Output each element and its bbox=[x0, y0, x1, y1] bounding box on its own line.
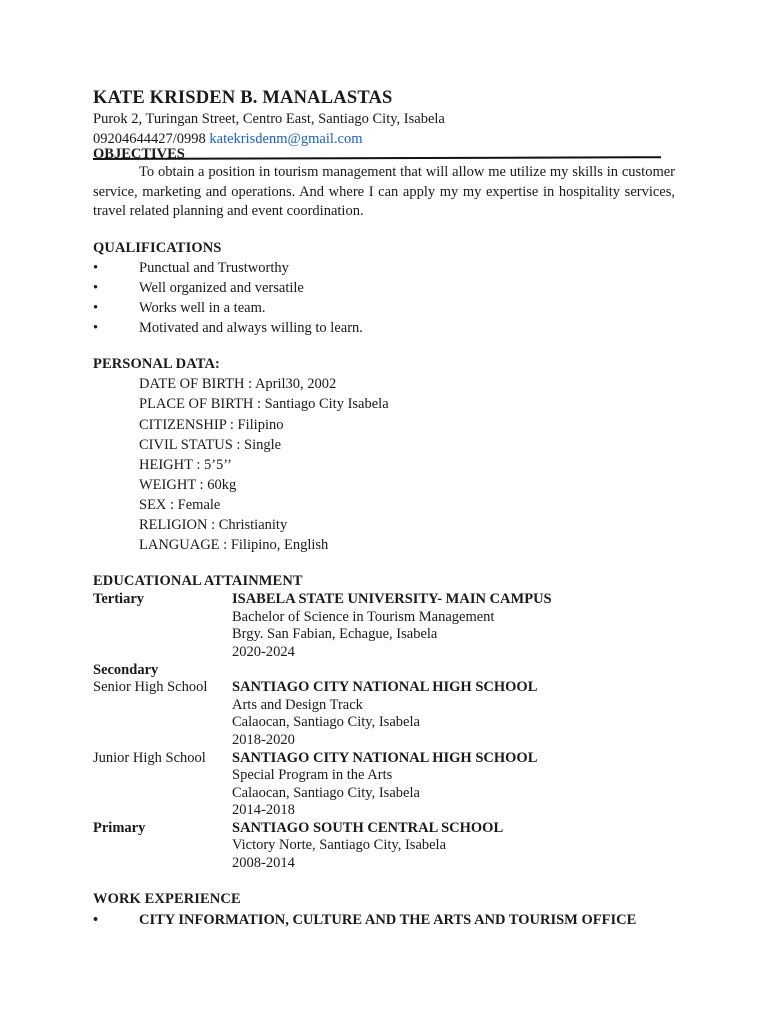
school-address: Brgy. San Fabian, Echague, Isabela bbox=[232, 626, 438, 643]
school-years: 2020-2024 bbox=[232, 643, 295, 660]
objectives-text: To obtain a position in tourism management that will allow me utilize my skills in customer service, marketing and operations. And where I can apply my my expertise in hospitality services, travel related planning and event coordination. bbox=[93, 164, 675, 219]
education-details bbox=[232, 820, 503, 873]
personal-data-item: RELIGION : Christianity bbox=[139, 516, 288, 533]
qualifications-list bbox=[93, 258, 675, 339]
personal-data-item: PLACE OF BIRTH : Santiago City Isabela bbox=[139, 396, 389, 413]
header-divider bbox=[93, 156, 661, 160]
objectives-heading: OBJECTIVES bbox=[93, 146, 185, 162]
program-name: Bachelor of Science in Tourism Management bbox=[232, 608, 495, 625]
spacer bbox=[93, 873, 675, 889]
school-address: Calaocan, Santiago City, Isabela bbox=[232, 784, 420, 801]
education-sublevel-label: Senior High School bbox=[93, 679, 208, 696]
spacer bbox=[93, 555, 675, 571]
work-experience-heading: WORK EXPERIENCE bbox=[93, 890, 241, 907]
school-years: 2014-2018 bbox=[232, 802, 295, 819]
spacer bbox=[93, 222, 675, 238]
personal-data-item: HEIGHT : 5’5’’ bbox=[139, 456, 232, 473]
school-name: SANTIAGO CITY NATIONAL HIGH SCHOOL bbox=[232, 749, 538, 766]
program-name: Arts and Design Track bbox=[232, 696, 363, 713]
personal-data-item: CITIZENSHIP : Filipino bbox=[139, 416, 284, 433]
school-address: Victory Norte, Santiago City, Isabela bbox=[232, 837, 447, 854]
personal-data-item: WEIGHT : 60kg bbox=[139, 476, 237, 493]
education-entry-tertiary bbox=[93, 591, 675, 661]
education-level-label: Tertiary bbox=[93, 591, 145, 608]
list-item bbox=[93, 909, 675, 931]
bullet-icon: • bbox=[93, 259, 99, 276]
list-item bbox=[93, 258, 675, 278]
address-line: Purok 2, Turingan Street, Centro East, Santiago City, Isabela bbox=[93, 111, 445, 127]
spacer bbox=[93, 338, 675, 354]
list-item bbox=[93, 298, 675, 318]
program-name: Special Program in the Arts bbox=[232, 767, 393, 784]
qualification-text: Motivated and always willing to learn. bbox=[139, 320, 363, 337]
qualification-text: Well organized and versatile bbox=[139, 279, 304, 296]
education-level-label: Primary bbox=[93, 819, 146, 836]
personal-data-item: SEX : Female bbox=[139, 496, 221, 513]
school-name: SANTIAGO CITY NATIONAL HIGH SCHOOL bbox=[232, 679, 538, 696]
education-details bbox=[232, 591, 552, 661]
education-entry-senior-high bbox=[93, 679, 675, 749]
education-entry-primary bbox=[93, 820, 675, 873]
education-level-label: Secondary bbox=[93, 661, 159, 678]
bullet-icon: • bbox=[93, 299, 99, 316]
personal-data-item: DATE OF BIRTH : April30, 2002 bbox=[139, 376, 337, 393]
qualification-text: Punctual and Trustworthy bbox=[139, 259, 289, 276]
phone-number: 09204644427/0998 bbox=[93, 131, 206, 147]
school-years: 2018-2020 bbox=[232, 731, 295, 748]
bullet-icon: • bbox=[93, 320, 99, 337]
personal-data-list bbox=[93, 374, 675, 555]
resume-page bbox=[93, 87, 675, 931]
email-link[interactable]: katekrisdenm@gmail.com bbox=[209, 131, 363, 147]
list-item bbox=[93, 318, 675, 338]
school-name: SANTIAGO SOUTH CENTRAL SCHOOL bbox=[232, 819, 504, 836]
work-experience-text: CITY INFORMATION, CULTURE AND THE ARTS AND TOURISM OFFICE bbox=[139, 911, 637, 928]
bullet-icon: • bbox=[93, 279, 99, 296]
education-sublevel-label: Junior High School bbox=[93, 749, 206, 766]
list-item bbox=[93, 278, 675, 298]
education-details bbox=[232, 679, 537, 749]
personal-data-item: LANGUAGE : Filipino, English bbox=[139, 537, 329, 554]
education-entry-junior-high bbox=[93, 750, 675, 820]
applicant-name: KATE KRISDEN B. MANALASTAS bbox=[93, 88, 393, 108]
objectives-heading-row bbox=[93, 146, 675, 163]
personal-data-heading: PERSONAL DATA: bbox=[93, 356, 220, 373]
qualification-text: Works well in a team. bbox=[139, 299, 266, 316]
bullet-icon: • bbox=[93, 911, 99, 928]
school-address: Calaocan, Santiago City, Isabela bbox=[232, 714, 420, 731]
school-years: 2008-2014 bbox=[232, 855, 295, 872]
personal-data-item: CIVIL STATUS : Single bbox=[139, 436, 282, 453]
qualifications-heading: QUALIFICATIONS bbox=[93, 239, 222, 256]
school-name: ISABELA STATE UNIVERSITY- MAIN CAMPUS bbox=[232, 591, 552, 608]
education-heading: EDUCATIONAL ATTAINMENT bbox=[93, 573, 303, 590]
education-details bbox=[232, 750, 537, 820]
